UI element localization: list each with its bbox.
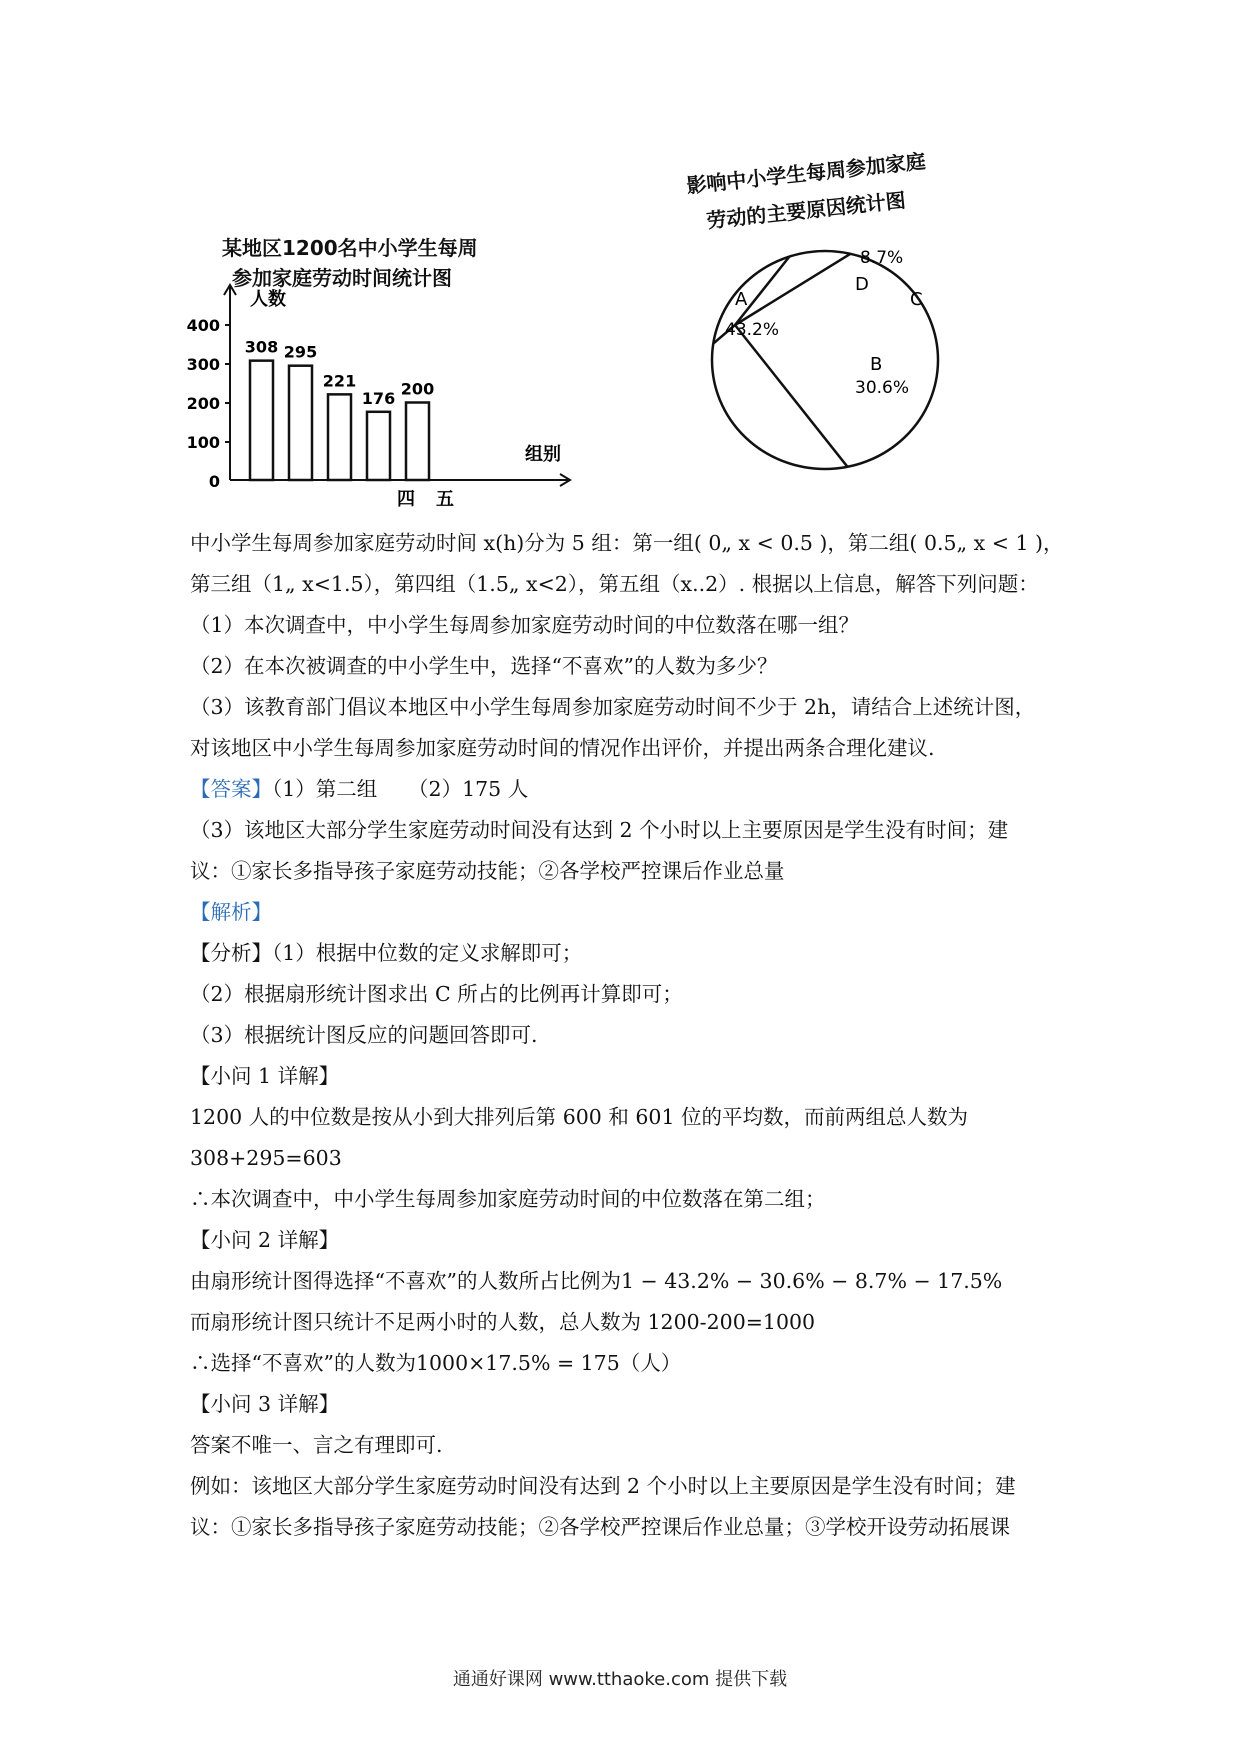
- pie-label-D: D: [855, 274, 869, 295]
- pie-percent-D: 8.7%: [860, 248, 904, 268]
- bar-4: [367, 412, 390, 480]
- pie-chart-title-2: 劳动的主要原因统计图: [705, 188, 907, 233]
- pie-percent-A: 43.2%: [725, 320, 780, 340]
- bar-label-4: 176: [361, 388, 396, 408]
- question-3a: （3）该教育部门倡议本地区中小学生每周参加家庭劳动时间不少于 2h，请结合上述统计图，: [190, 695, 1036, 719]
- bar-label-5: 200: [400, 379, 435, 399]
- question-1: （1）本次调查中，中小学生每周参加家庭劳动时间的中位数落在哪一组？: [190, 613, 860, 637]
- sub-question-3-text-b: 例如：该地区大部分学生家庭劳动时间没有达到 2 个小时以上主要原因是学生没有时间；建: [190, 1474, 1016, 1498]
- bar-label-1: 308: [244, 337, 279, 357]
- bar-xlabel: 组别: [525, 444, 561, 465]
- analysis-1: 【分析】（1）根据中位数的定义求解即可；: [190, 941, 583, 965]
- problem-text-2: 第三组（1„ x<1.5），第四组（1.5„ x<2），第五组（x..2）. 根据以上信息，解答下列问题：: [190, 572, 1039, 596]
- x-tick-5: 五: [436, 489, 454, 510]
- answer-3a: （3）该地区大部分学生家庭劳动时间没有达到 2 个小时以上主要原因是学生没有时间；建: [190, 818, 1009, 842]
- analysis-tag: 【解析】: [190, 900, 272, 924]
- answer-line-1: [190, 776, 528, 802]
- bar-ylabel: 人数: [250, 289, 286, 310]
- pie-label-B: B: [870, 354, 883, 375]
- sub-question-1-text-b: 308+295=603: [190, 1146, 342, 1170]
- footer-watermark: 通通好课网 www.tthaoke.com 提供下载: [452, 1669, 788, 1690]
- y-tick-300: 300: [186, 355, 220, 374]
- pie-percent-B: 30.6%: [855, 378, 910, 398]
- sub-question-1-text-c: ∴本次调查中，中小学生每周参加家庭劳动时间的中位数落在第二组；: [190, 1187, 826, 1211]
- bar-5: [406, 403, 429, 481]
- pie-label-C: C: [910, 289, 923, 310]
- y-tick-100: 100: [186, 433, 220, 452]
- sub-question-3-heading: 【小问 3 详解】: [190, 1392, 340, 1416]
- sub-question-2-text-b: 而扇形统计图只统计不足两小时的人数，总人数为 1200-200=1000: [190, 1310, 816, 1334]
- answer-3b: 议：①家长多指导孩子家庭劳动技能；②各学校严控课后作业总量: [190, 859, 785, 883]
- problem-text-1: 中小学生每周参加家庭劳动时间 x(h)分为 5 组：第一组( 0„ x < 0.5 )，第二组( 0.5„ x < 1 )，: [190, 531, 1064, 555]
- bar-chart-title-2: 参加家庭劳动时间统计图: [232, 266, 452, 290]
- sub-question-3-text-a: 答案不唯一、言之有理即可.: [190, 1433, 443, 1457]
- pie-chart-title-1: 影响中小学生每周参加家庭: [685, 148, 927, 198]
- analysis-3: （3）根据统计图反应的问题回答即可.: [190, 1023, 538, 1047]
- sub-question-1-heading: 【小问 1 详解】: [190, 1064, 340, 1088]
- answer-tag: 【答案】: [190, 777, 272, 801]
- bar-label-3: 221: [322, 371, 357, 391]
- y-tick-0: 0: [208, 472, 220, 491]
- pie-divider-2: [735, 325, 847, 467]
- sub-question-2-text-c: ∴选择“不喜欢”的人数为1000×17.5% = 175（人）: [190, 1351, 682, 1375]
- analysis-2: （2）根据扇形统计图求出 C 所占的比例再计算即可；: [190, 982, 683, 1006]
- bar-chart-title-1: 某地区1200名中小学生每周: [222, 236, 478, 260]
- bar-label-2: 295: [283, 342, 318, 362]
- pie-label-A: A: [735, 289, 748, 310]
- answer-1-2: （1）第二组 （2）175 人: [272, 777, 529, 801]
- bar-1: [250, 361, 273, 480]
- y-tick-200: 200: [186, 394, 220, 413]
- y-tick-400: 400: [186, 316, 220, 335]
- sub-question-2-text-a: 由扇形统计图得选择“不喜欢”的人数所占比例为1 − 43.2% − 30.6% − 8.7% − 17.5%: [190, 1269, 1003, 1293]
- bar-2: [289, 366, 312, 480]
- sub-question-2-heading: 【小问 2 详解】: [190, 1228, 340, 1252]
- pie-chart: [700, 245, 950, 480]
- bar-chart: [186, 285, 590, 515]
- pie-divider-1: [735, 254, 850, 325]
- bar-3: [328, 394, 351, 480]
- sub-question-1-text-a: 1200 人的中位数是按从小到大排列后第 600 和 601 位的平均数，而前两组总人数为: [190, 1105, 969, 1129]
- question-3b: 对该地区中小学生每周参加家庭劳动时间的情况作出评价，并提出两条合理化建议.: [190, 736, 935, 760]
- x-tick-4: 四: [397, 489, 415, 510]
- sub-question-3-text-c: 议：①家长多指导孩子家庭劳动技能；②各学校严控课后作业总量；③学校开设劳动拓展课: [190, 1515, 1010, 1539]
- question-2: （2）在本次被调查的中小学生中，选择“不喜欢”的人数为多少？: [190, 654, 778, 678]
